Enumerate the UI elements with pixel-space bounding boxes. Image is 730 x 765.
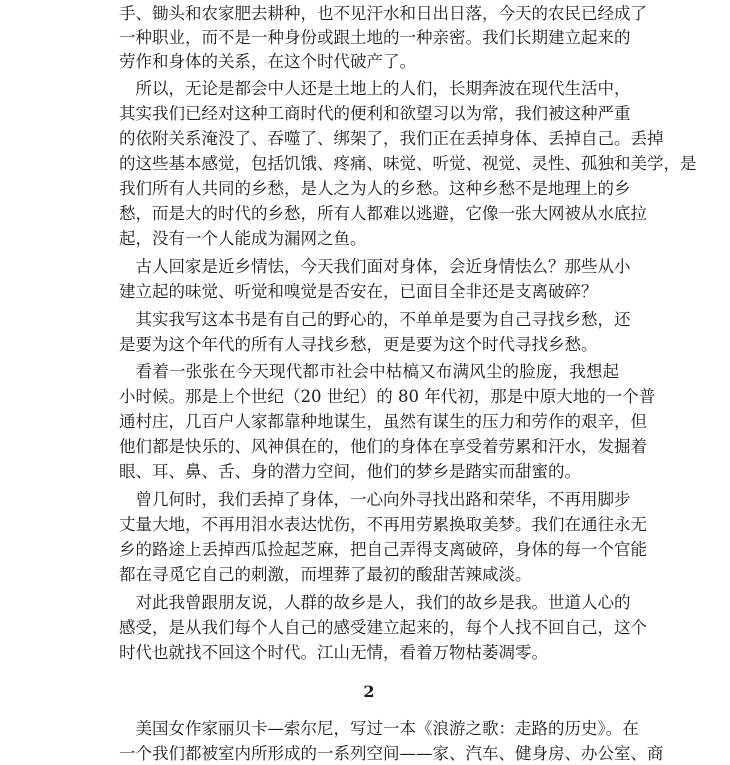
text-line: 曾几何时，我们丢掉了身体，一心向外寻找出路和荣华，不再用脚步	[119, 490, 631, 509]
text-line: 丈量大地，不再用泪水表达忧伤，不再用劳累换取美梦。我们在通往永无	[119, 515, 647, 534]
text-line: 看着一张张在今天现代都市社会中枯槁又布满风尘的脸庞，我想起	[119, 362, 619, 381]
text-line: 的这些基本感觉，包括饥饿、疼痛、味觉、听觉、视觉、灵性、孤独和美学，是	[119, 154, 697, 173]
text-line: 他们都是快乐的、风神俱在的，他们的身体在享受着劳累和汗水，发掘着	[119, 437, 647, 456]
text-line: 愁，而是大的时代的乡愁，所有人都难以逃避，它像一张大网被从水底拉	[119, 204, 647, 223]
text-line: 乡的路途上丢掉西瓜捡起芝麻，把自己弄得支离破碎，身体的每一个官能	[119, 540, 647, 559]
text-line: 手、锄头和农家肥去耕种，也不见汗水和日出日落，今天的农民已经成了	[119, 4, 647, 23]
text-line: 建立起的味觉、听觉和嗅觉是否安在，已面目全非还是支离破碎？	[119, 282, 598, 301]
text-line: 所以，无论是都会中人还是土地上的人们，长期奔波在现代生活中，	[119, 79, 631, 98]
text-line: 时代也就找不回这个时代。江山无情，看着万物枯萎凋零。	[119, 643, 548, 662]
text-line: 对此我曾跟朋友说，人群的故乡是人，我们的故乡是我。世道人心的	[119, 593, 631, 612]
text-line: 感受，是从我们每个人自己的感受建立起来的，每个人找不回自己，这个	[119, 618, 647, 637]
text-line: 我们所有人共同的乡愁，是人之为人的乡愁。这种乡愁不是地理上的乡	[119, 179, 631, 198]
text-line: 古人回家是近乡情怯，今天我们面对身体，会近身情怯么？那些从小	[119, 257, 631, 276]
text-line: 的依附关系淹没了、吞噬了、绑架了，我们正在丢掉身体、丢掉自己。丢掉	[119, 129, 664, 148]
text-line: 其实我们已经对这种工商时代的便利和欲望习以为常，我们被这种严重	[119, 104, 631, 123]
text-line: 是要为这个年代的所有人寻找乡愁，更是要为这个时代寻找乡愁。	[119, 335, 598, 354]
text-line: 美国女作家丽贝卡—索尔尼，写过一本《浪游之歌：走路的历史》。在	[119, 719, 639, 738]
text-line: 一种职业，而不是一种身份或跟土地的一种亲密。我们长期建立起来的	[119, 28, 631, 47]
text-line: 眼、耳、鼻、舌、身的潜力空间，他们的梦乡是踏实而甜蜜的。	[119, 462, 581, 481]
text-line: 小时候。那是上个世纪（20 世纪）的 80 年代初，那是中原大地的一个普	[119, 387, 656, 406]
text-line: 通村庄，几百户人家都靠种地谋生，虽然有谋生的压力和劳作的艰辛，但	[119, 412, 647, 431]
section-number: 2	[363, 682, 375, 701]
text-line: 都在寻觅它自己的刺激，而埋葬了最初的酸甜苦辣咸淡。	[119, 565, 532, 584]
text-line: 一个我们都被室内所形成的一系列空间——家、汽车、健身房、办公室、商	[119, 744, 664, 763]
text-line: 起，没有一个人能成为漏网之鱼。	[119, 229, 367, 248]
text-line: 其实我写这本书是有自己的野心的，不单单是要为自己寻找乡愁，还	[119, 310, 631, 329]
text-line: 劳作和身体的关系，在这个时代破产了。	[119, 52, 416, 71]
